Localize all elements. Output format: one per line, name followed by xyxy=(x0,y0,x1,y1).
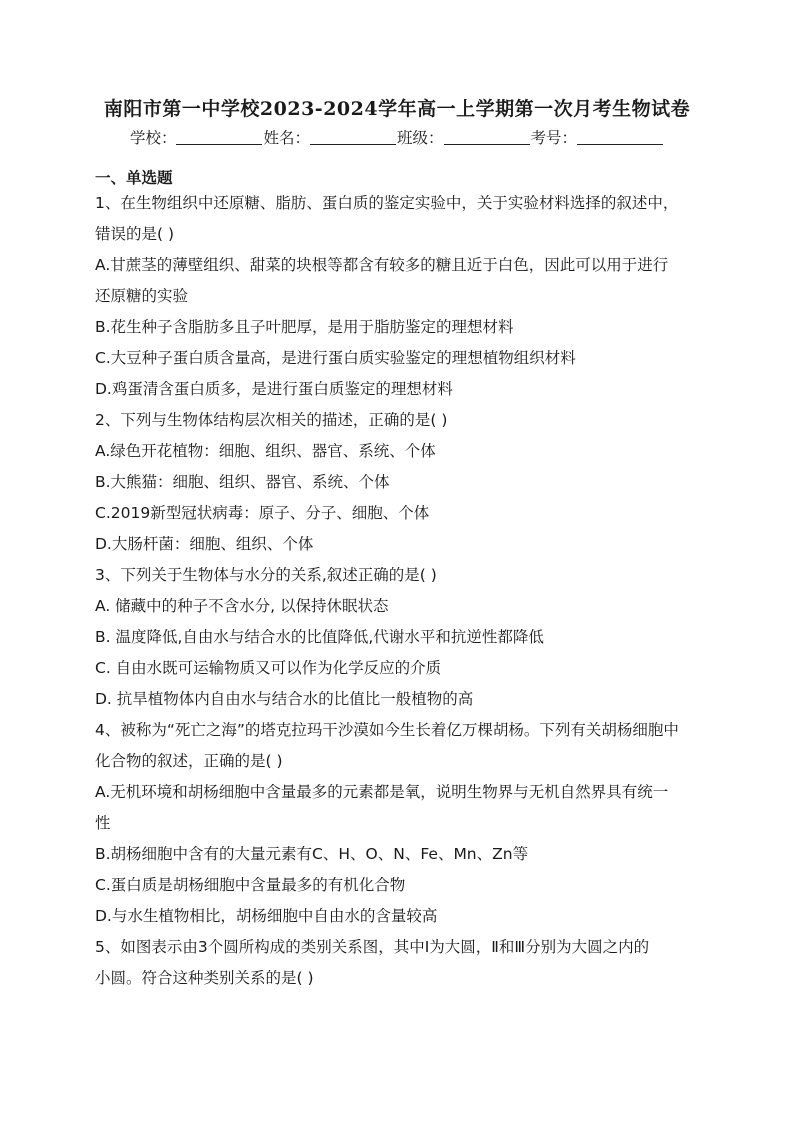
option-line: 还原糖的实验 xyxy=(95,287,189,305)
question-line: 5、如图表示由3个圆所构成的类别关系图，其中Ⅰ为大圆，Ⅱ和Ⅲ分别为大圆之内的 xyxy=(95,938,650,956)
school-field: 学校： xyxy=(130,126,264,148)
school-blank[interactable] xyxy=(176,130,262,145)
question-line: 2、下列与生物体结构层次相关的描述，正确的是( ) xyxy=(95,411,448,429)
question-line: 错误的是( ) xyxy=(95,225,175,243)
option-line: B.大熊猫：细胞、组织、器官、系统、个体 xyxy=(95,473,390,491)
option-line: C.2019新型冠状病毒：原子、分子、细胞、个体 xyxy=(95,504,430,522)
student-info-row xyxy=(0,126,794,148)
name-field: 姓名： xyxy=(263,126,397,148)
option-line: D.与水生植物相比，胡杨细胞中自由水的含量较高 xyxy=(95,907,438,925)
option-line: C.蛋白质是胡杨细胞中含量最多的有机化合物 xyxy=(95,876,406,894)
option-line: B.花生种子含脂肪多且子叶肥厚，是用于脂肪鉴定的理想材料 xyxy=(95,318,514,336)
question-line: 化合物的叙述，正确的是( ) xyxy=(95,752,283,770)
option-line: C. 自由水既可运输物质又可以作为化学反应的介质 xyxy=(95,659,442,677)
option-line: 性 xyxy=(95,814,111,832)
class-field: 班级： xyxy=(397,126,531,148)
option-line: C.大豆种子蛋白质含量高，是进行蛋白质实验鉴定的理想植物组织材料 xyxy=(95,349,576,367)
option-line: A.绿色开花植物：细胞、组织、器官、系统、个体 xyxy=(95,442,436,460)
exam-number-blank[interactable] xyxy=(577,130,663,145)
name-blank[interactable] xyxy=(310,130,396,145)
option-line: D. 抗旱植物体内自由水与结合水的比值比一般植物的高 xyxy=(95,690,474,708)
option-line: B.胡杨细胞中含有的大量元素有C、H、O、N、Fe、Mn、Zn等 xyxy=(95,845,529,863)
question-line: 4、被称为“死亡之海”的塔克拉玛干沙漠如今生长着亿万棵胡杨。下列有关胡杨细胞中 xyxy=(95,721,679,739)
option-line: D.大肠杆菌：细胞、组织、个体 xyxy=(95,535,314,553)
question-line: 1、在生物组织中还原糖、脂肪、蛋白质的鉴定实验中，关于实验材料选择的叙述中， xyxy=(95,194,679,212)
option-line: A.无机环境和胡杨细胞中含量最多的元素都是氧，说明生物界与无机自然界具有统一 xyxy=(95,783,669,801)
option-line: A.甘蔗茎的薄壁组织、甜菜的块根等都含有较多的糖且近于白色，因此可以用于进行 xyxy=(95,256,669,274)
option-line: A. 储藏中的种子不含水分, 以保持休眠状态 xyxy=(95,597,389,615)
question-line: 小圆。符合这种类别关系的是( ) xyxy=(95,969,314,987)
option-line: D.鸡蛋清含蛋白质多，是进行蛋白质鉴定的理想材料 xyxy=(95,380,453,398)
option-line: B. 温度降低,自由水与结合水的比值降低,代谢水平和抗逆性都降低 xyxy=(95,628,544,646)
section-heading: 一、单选题 xyxy=(95,169,173,187)
exam-title: 南阳市第一中学校2023-2024学年高一上学期第一次月考生物试卷 xyxy=(103,98,691,120)
exam-number-field: 考号： xyxy=(531,126,665,148)
question-body xyxy=(95,188,700,994)
class-blank[interactable] xyxy=(444,130,530,145)
question-line: 3、下列关于生物体与水分的关系,叙述正确的是( ) xyxy=(95,566,437,584)
